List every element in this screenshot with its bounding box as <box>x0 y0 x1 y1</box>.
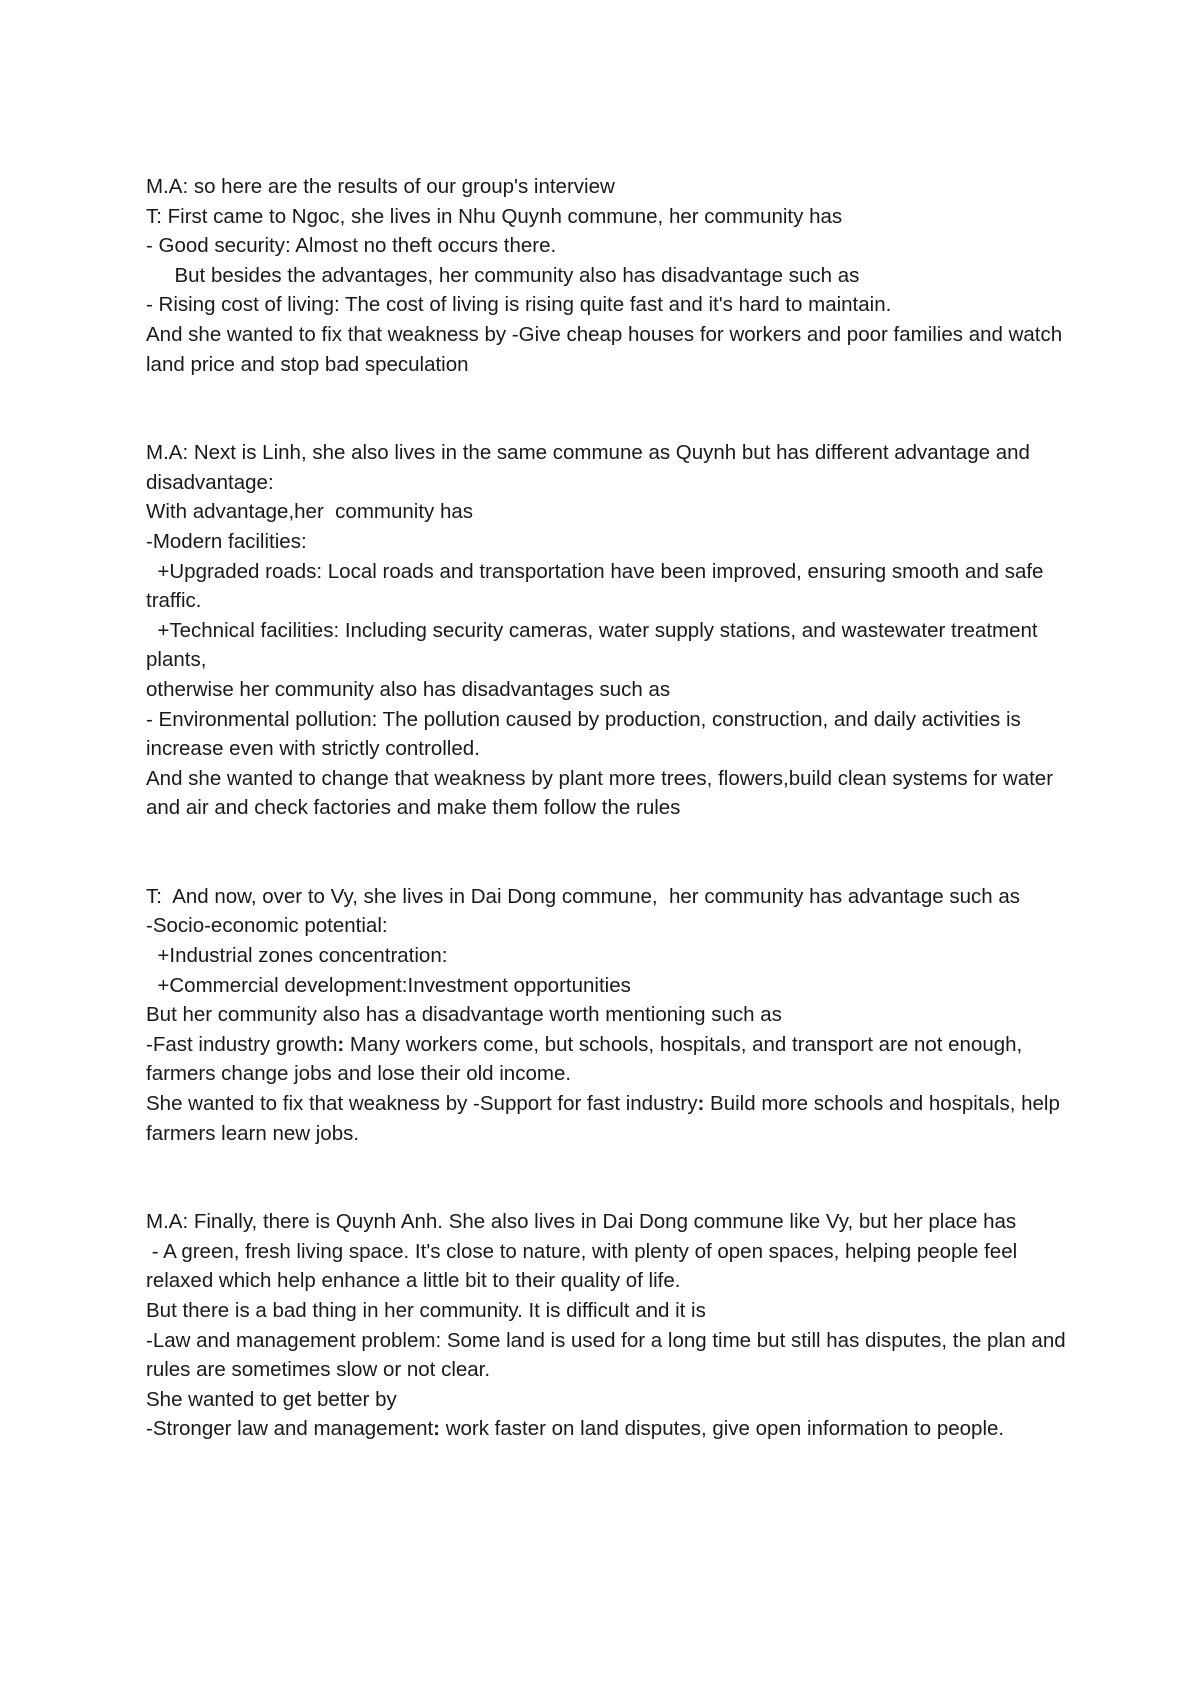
fix-colon: : <box>697 1092 705 1116</box>
paragraph-line: M.A: Next is Linh, she also lives in the same commune as Quynh but has different advantage and disadvantage: <box>146 441 1036 494</box>
paragraph-line: T: First came to Ngoc, she lives in Nhu Quynh commune, her community has <box>146 204 843 228</box>
paragraph-line: +Industrial zones concentration: <box>146 944 448 968</box>
paragraph-line: +Upgraded roads: Local roads and transportation have been improved, ensuring smooth and safe traffic. <box>146 559 1050 613</box>
document-body <box>146 172 1072 1444</box>
paragraph-line: - A green, fresh living space. It's close to nature, with plenty of open spaces, helping people feel relaxed which help enhance a little bit to their quality of life. <box>146 1239 1023 1293</box>
paragraph-line: With advantage,her community has <box>146 500 474 524</box>
paragraph-line: But besides the advantages, her community also has disadvantage such as <box>146 263 860 287</box>
paragraph-line: M.A: Finally, there is Quynh Anh. She also lives in Dai Dong commune like Vy, but her place has <box>146 1210 1017 1234</box>
section-vy <box>146 882 1066 1148</box>
paragraph-line: - Rising cost of living: The cost of living is rising quite fast and it's hard to maintain. <box>146 293 892 317</box>
paragraph-line: M.A: so here are the results of our group's interview <box>146 175 615 198</box>
paragraph-line: -Modern facilities: <box>146 529 307 553</box>
section-quynh-anh <box>146 1207 1072 1444</box>
section-linh <box>146 438 1066 823</box>
paragraph-line: - Environmental pollution: The pollution caused by production, construction, and daily activities is increase even with strictly controlled. <box>146 707 1027 761</box>
paragraph-line: But there is a bad thing in her community. It is difficult and it is <box>146 1299 706 1322</box>
section-spacer <box>146 379 1066 438</box>
paragraph-line: T: And now, over to Vy, she lives in Dai Dong commune, her community has advantage such as <box>146 884 1020 908</box>
paragraph-line: -Socio-economic potential: <box>146 914 388 938</box>
paragraph-line: But her community also has a disadvantage worth mentioning such as <box>146 1003 782 1027</box>
paragraph-line: She wanted to get better by <box>146 1387 397 1411</box>
fix-prefix: She wanted to fix that weakness by -Support for fast industry <box>146 1092 698 1116</box>
law-label: -Stronger law and management <box>146 1417 434 1441</box>
paragraph-line <box>146 1030 1066 1089</box>
paragraph-line: And she wanted to fix that weakness by -Give cheap houses for workers and poor families and watch land price and stop bad speculation <box>146 322 1068 376</box>
paragraph-line: +Commercial development:Investment opportunities <box>146 973 631 997</box>
paragraph-line <box>146 1089 1066 1148</box>
paragraph-line <box>146 1414 1066 1444</box>
fast-growth-colon: : <box>337 1032 345 1056</box>
fix-text: Build more schools and hospitals, help farmers learn new jobs. <box>146 1092 1066 1145</box>
law-text: work faster on land disputes, give open information to people. <box>440 1417 1005 1441</box>
section-spacer <box>146 1148 1066 1207</box>
law-colon: : <box>433 1417 440 1441</box>
section-ngoc <box>146 172 1066 379</box>
section-spacer <box>146 823 1066 882</box>
fast-growth-text: Many workers come, but schools, hospitals, and transport are not enough, farmers change jobs and lose their old income. <box>146 1032 1028 1086</box>
paragraph-line: otherwise her community also has disadvantages such as <box>146 677 671 701</box>
fast-growth-label: -Fast industry growth <box>146 1032 338 1056</box>
paragraph-line: +Technical facilities: Including security cameras, water supply stations, and wastewater treatment plants, <box>146 618 1044 672</box>
paragraph-line: - Good security: Almost no theft occurs there. <box>146 234 557 258</box>
paragraph-line: And she wanted to change that weakness by plant more trees, flowers,build clean systems for water and air and check factories and make them follow the rules <box>146 766 1059 820</box>
paragraph-line: -Law and management problem: Some land is used for a long time but still has disputes, the plan and rules are sometimes slow or not clear. <box>146 1328 1072 1382</box>
